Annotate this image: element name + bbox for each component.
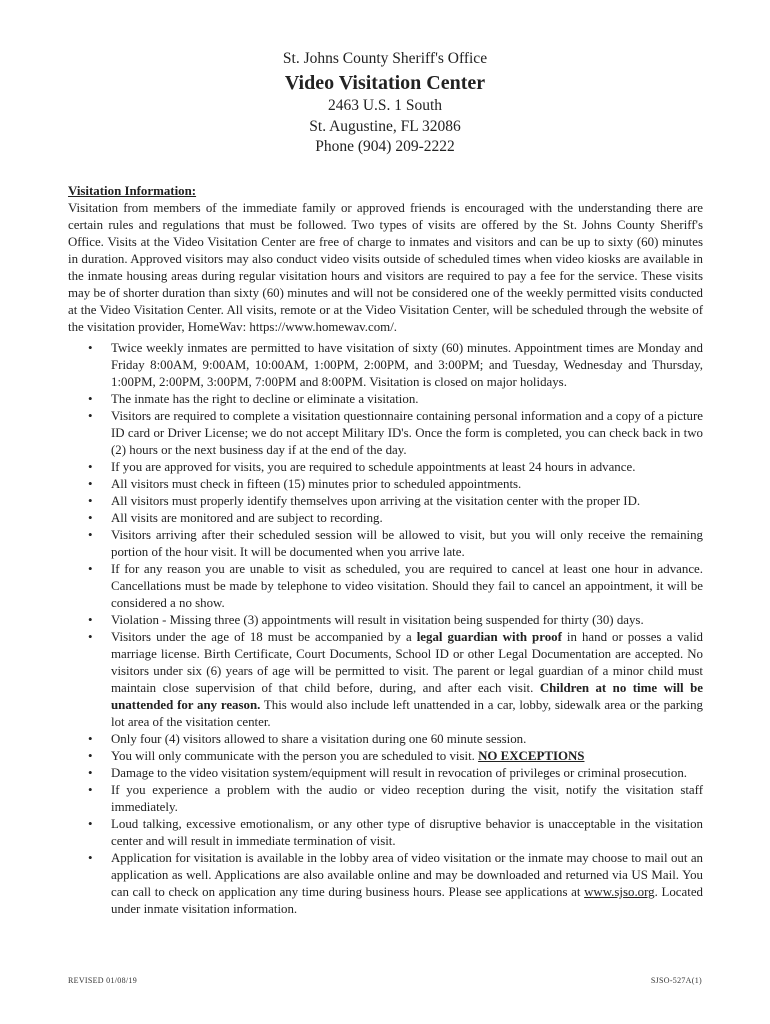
- bullet-icon: •: [88, 409, 93, 423]
- intro-paragraph: Visitation from members of the immediate family or approved friends is encouraged with the understanding there are certain rules and regulations that must be followed. Two types of visits are offered by the St. Johns County Sheriff's Office. Visits at the Video Visitation Center are free of charge to inmates and visitors and can be up to sixty (60) minutes in duration. Approved visitors may also conduct video visits outside of scheduled times when video kiosks are available in the inmate housing areas during regular visitation hours and visitors are required to pay a fee for the service. These visits may be of shorter duration than sixty (60) minutes and will not be considered one of the weekly permitted visits conducted at the Video Visitation Center. All visits, remote or at the Video Visitation Center, will be scheduled through the website of the visitation provider, HomeWav: https://www.homewav.com/.: [68, 201, 703, 334]
- bullet-icon: •: [88, 630, 93, 644]
- rule-item: • All visitors must properly identify themselves upon arriving at the visitation center with the proper ID.: [88, 494, 641, 508]
- bullet-icon: •: [88, 528, 93, 542]
- bullet-icon: •: [88, 477, 93, 491]
- unattended-emphasis: Children at no time will be unattended for any reason.: [111, 681, 703, 712]
- rule-item: • You will only communicate with the person you are scheduled to visit. NO EXCEPTIONS: [88, 749, 585, 763]
- bullet-icon: •: [88, 766, 93, 780]
- rule-item: • Visitors arriving after their scheduled session will be allowed to visit, but you will only receive the remaining portion of the hour visit. It will be documented when you arrive late.: [88, 528, 703, 559]
- rule-item: • If for any reason you are unable to visit as scheduled, you are required to cancel at least one hour in advance. Cancellations must be made by telephone to video visitation. Should they fail to cancel an appointment, it will be considered a no show.: [88, 562, 703, 610]
- bullet-icon: •: [88, 511, 93, 525]
- bullet-icon: •: [88, 817, 93, 831]
- sjso-website-link[interactable]: www.sjso.org: [584, 885, 655, 899]
- rule-item: • Violation - Missing three (3) appointments will result in visitation being suspended for thirty (30) days.: [88, 613, 644, 627]
- no-exceptions-emphasis: NO EXCEPTIONS: [478, 749, 585, 763]
- office-name: St. Johns County Sheriff's Office: [282, 50, 488, 67]
- rule-item: • All visits are monitored and are subject to recording.: [88, 511, 383, 525]
- document-header: [0, 48, 770, 158]
- rule-item: • Application for visitation is available in the lobby area of video visitation or the inmate may choose to mail out an application as well. Applications are also available online and may be downloaded and returned via US Mail. You can call to check on application any time during business hours. Please see applications at www.sjso.org. Located under inmate visitation information.: [88, 851, 703, 916]
- rules-list: [68, 340, 703, 918]
- rule-item: • Twice weekly inmates are permitted to have visitation of sixty (60) minutes. Appointment times are Monday and Friday 8:00AM, 9:00AM, 10:00AM, 1:00PM, 2:00PM, and 3:00PM; and Tuesday, Wednesday and Thursday, 1:00PM, 2:00PM, 3:00PM, 7:00PM and 8:00PM. Visitation is closed on major holidays.: [88, 341, 703, 389]
- bullet-icon: •: [88, 494, 93, 508]
- rule-item: • If you are approved for visits, you are required to schedule appointments at least 24 hours in advance.: [88, 460, 636, 474]
- bullet-icon: •: [88, 562, 93, 576]
- bullet-icon: •: [88, 749, 93, 763]
- bullet-icon: •: [88, 613, 93, 627]
- rule-item-minors: • Visitors under the age of 18 must be accompanied by a legal guardian with proof in hand or posses a valid marriage license. Birth Certificate, Court Documents, School ID or other Legal Documentation are accepted. No visitors under six (6) years of age will be permitted to visit. The parent or legal guardian of a minor child must maintain close supervision of that child before, during, and after each visit. Children at no time will be unattended for any reason. This would also include left unattended in a car, lobby, sidewalk area or the parking lot area of the visitation center.: [88, 630, 703, 729]
- rule-item: • Damage to the video visitation system/equipment will result in revocation of privileges or criminal prosecution.: [88, 766, 688, 780]
- address-line-1: 2463 U.S. 1 South: [327, 97, 443, 114]
- legal-guardian-emphasis: legal guardian with proof: [416, 630, 562, 644]
- bullet-icon: •: [88, 851, 93, 865]
- bullet-icon: •: [88, 732, 93, 746]
- bullet-icon: •: [88, 783, 93, 797]
- phone-number: Phone (904) 209-2222: [315, 138, 455, 155]
- center-title: Video Visitation Center: [284, 72, 486, 94]
- revision-date: REVISED 01/08/19: [68, 976, 138, 985]
- rule-item: • Only four (4) visitors allowed to share a visitation during one 60 minute session.: [88, 732, 527, 746]
- address-line-2: St. Augustine, FL 32086: [309, 117, 461, 135]
- document-body: [68, 183, 703, 918]
- rule-item: • If you experience a problem with the audio or video reception during the visit, notify the visitation staff immediately.: [88, 783, 703, 814]
- bullet-icon: •: [88, 460, 93, 474]
- rule-item: • Loud talking, excessive emotionalism, or any other type of disruptive behavior is unacceptable in the visitation center and will result in immediate termination of visit.: [88, 817, 703, 848]
- rule-item: • All visitors must check in fifteen (15) minutes prior to scheduled appointments.: [88, 477, 522, 491]
- bullet-icon: •: [88, 341, 93, 355]
- form-number: SJSO-527A(1): [650, 976, 702, 985]
- rule-item: • Visitors are required to complete a visitation questionnaire containing personal information and a copy of a picture ID card or Driver License; we do not accept Military ID's. Once the form is completed, you can check back in two (2) hours or the next business day if at the end of the day.: [88, 409, 703, 457]
- bullet-icon: •: [88, 392, 93, 406]
- rule-item: • The inmate has the right to decline or eliminate a visitation.: [88, 392, 419, 406]
- section-title: Visitation Information:: [68, 184, 197, 198]
